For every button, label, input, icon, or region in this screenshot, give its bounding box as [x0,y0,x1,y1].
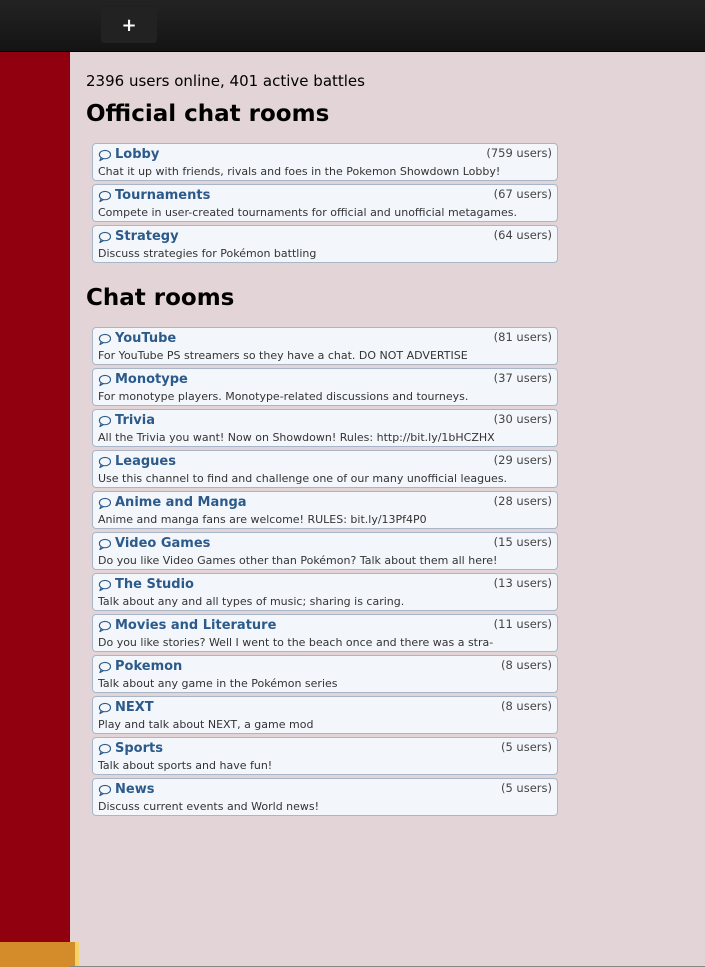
room-item-youtube[interactable] [92,327,558,365]
room-description: Discuss strategies for Pokémon battling [98,247,317,260]
room-name[interactable]: Movies and Literature [115,618,277,633]
room-description: Talk about sports and have fun! [98,759,273,772]
room-description: Chat it up with friends, rivals and foes in the Pokemon Showdown Lobby! [98,165,501,178]
room-name[interactable]: Trivia [115,413,156,428]
room-name[interactable]: Tournaments [115,188,211,203]
room-name[interactable]: Leagues [115,454,176,469]
speech-bubble-icon [98,415,111,428]
room-item-sports[interactable] [92,737,558,775]
room-item-the-studio[interactable] [92,573,558,611]
speech-bubble-icon [98,231,111,244]
room-item-anime-and-manga[interactable] [92,491,558,529]
speech-bubble-icon [98,702,111,715]
room-description: Do you like stories? Well I went to the beach once and there was a stra- [98,636,494,649]
room-user-count: (29 users) [493,453,552,467]
chat-rooms-heading: Chat rooms [86,285,235,311]
left-sidebar [0,52,70,967]
room-name[interactable]: Lobby [115,147,160,162]
room-user-count: (64 users) [493,228,552,242]
speech-bubble-icon [98,190,111,203]
speech-bubble-icon [98,456,111,469]
room-description: Talk about any and all types of music; sharing is caring. [98,595,405,608]
official-room-list [86,143,558,263]
chat-room-list [86,327,558,816]
online-status: 2396 users online, 401 active battles [86,72,365,90]
speech-bubble-icon [98,149,111,162]
room-name[interactable]: The Studio [115,577,194,592]
speech-bubble-icon [98,374,111,387]
speech-bubble-icon [98,661,111,674]
room-user-count: (5 users) [500,740,552,754]
speech-bubble-icon [98,333,111,346]
room-name[interactable]: Sports [115,741,163,756]
speech-bubble-icon [98,620,111,633]
room-name[interactable]: Video Games [115,536,211,551]
room-name[interactable]: Anime and Manga [115,495,247,510]
room-item-news[interactable] [92,778,558,816]
room-item-lobby[interactable] [92,143,558,181]
room-user-count: (8 users) [500,699,552,713]
room-item-video-games[interactable] [92,532,558,570]
room-name[interactable]: Monotype [115,372,188,387]
room-description: For YouTube PS streamers so they have a chat. DO NOT ADVERTISE [98,349,468,362]
room-description: Do you like Video Games other than Pokémon? Talk about them all here! [98,554,498,567]
room-user-count: (11 users) [493,617,552,631]
room-description: For monotype players. Monotype-related discussions and tourneys. [98,390,469,403]
room-name[interactable]: News [115,782,155,797]
official-rooms-heading: Official chat rooms [86,101,330,127]
plus-icon: + [121,14,137,36]
room-item-pokemon[interactable] [92,655,558,693]
room-description: Discuss current events and World news! [98,800,320,813]
room-user-count: (28 users) [493,494,552,508]
room-user-count: (13 users) [493,576,552,590]
speech-bubble-icon [98,784,111,797]
room-description: Anime and manga fans are welcome! RULES: bit.ly/13Pf4P0 [98,513,427,526]
room-user-count: (67 users) [493,187,552,201]
room-name[interactable]: NEXT [115,700,154,715]
room-description: Play and talk about NEXT, a game mod [98,718,314,731]
room-item-strategy[interactable] [92,225,558,263]
room-list-panel [70,52,705,967]
speech-bubble-icon [98,538,111,551]
room-description: Talk about any game in the Pokémon series [98,677,338,690]
room-user-count: (30 users) [493,412,552,426]
room-user-count: (8 users) [500,658,552,672]
room-description: Compete in user-created tournaments for official and unofficial metagames. [98,206,517,219]
room-user-count: (37 users) [493,371,552,385]
room-item-leagues[interactable] [92,450,558,488]
speech-bubble-icon [98,497,111,510]
speech-bubble-icon [98,579,111,592]
sidebar-tab[interactable] [0,942,79,967]
room-user-count: (15 users) [493,535,552,549]
room-item-tournaments[interactable] [92,184,558,222]
new-tab-button[interactable] [101,7,157,43]
room-user-count: (5 users) [500,781,552,795]
room-description: Use this channel to find and challenge one of our many unofficial leagues. [98,472,508,485]
room-name[interactable]: Pokemon [115,659,183,674]
room-name[interactable]: Strategy [115,229,179,244]
room-item-next[interactable] [92,696,558,734]
room-user-count: (81 users) [493,330,552,344]
room-user-count: (759 users) [486,146,552,160]
room-description: All the Trivia you want! Now on Showdown! Rules: http://bit.ly/1bHCZHX [98,431,495,444]
room-item-monotype[interactable] [92,368,558,406]
room-item-trivia[interactable] [92,409,558,447]
room-item-movies-and-literature[interactable] [92,614,558,652]
speech-bubble-icon [98,743,111,756]
top-bar [0,0,705,52]
room-name[interactable]: YouTube [115,331,177,346]
